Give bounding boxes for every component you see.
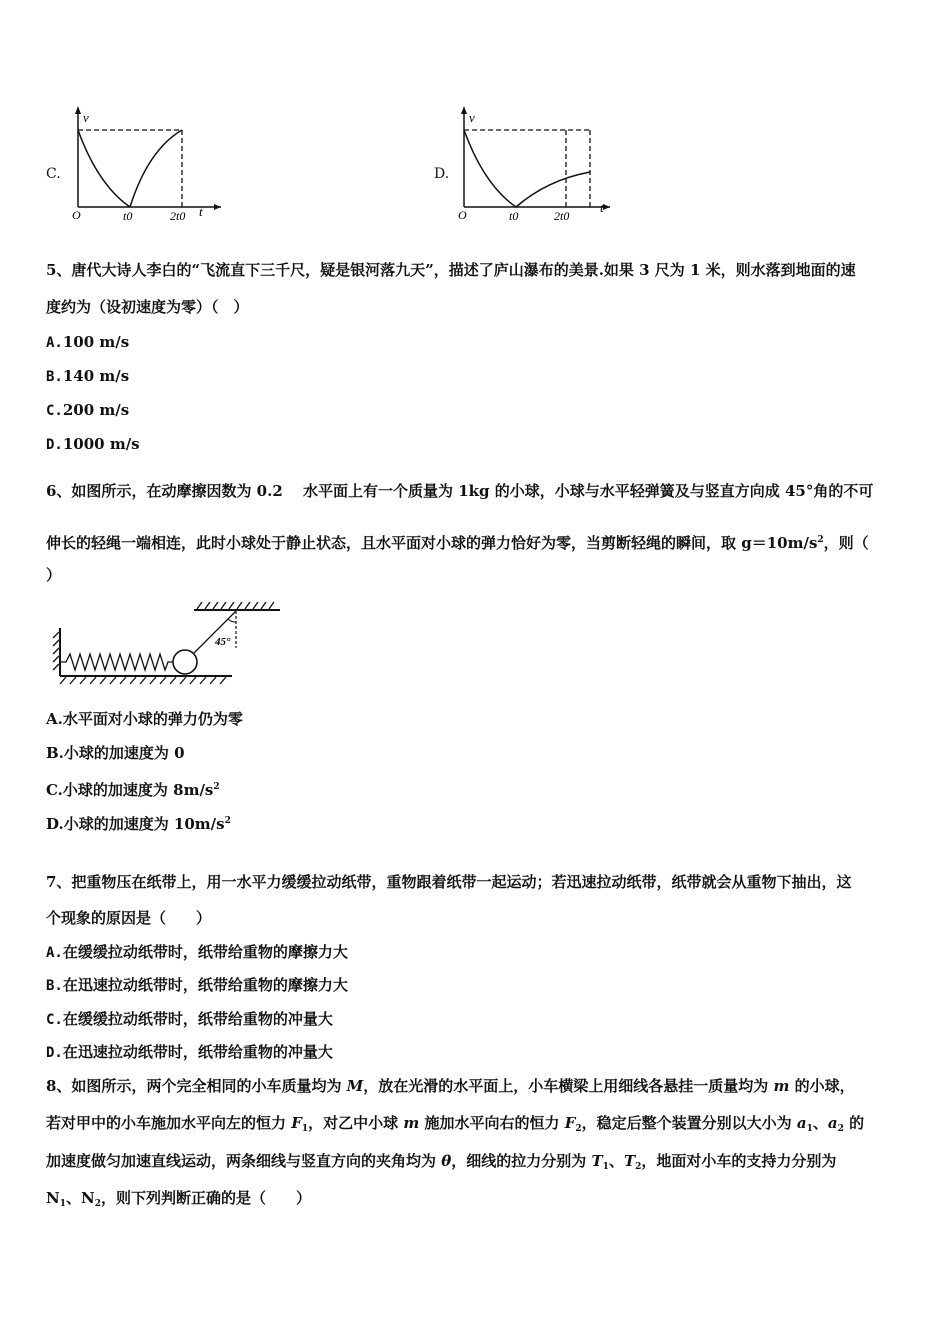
q5-option-d: [46, 434, 140, 455]
graph-d: [428, 100, 628, 225]
q8-var-T1: T: [591, 1152, 603, 1170]
q8-l2-text-1: 若对甲中的小车施加水平向左的恒力: [46, 1114, 292, 1132]
q7-option-c-label: C.: [46, 1012, 63, 1028]
q5-option-c: [46, 400, 129, 421]
q8-var-m2: m: [403, 1114, 420, 1132]
q5-option-a-label: A.: [46, 335, 63, 351]
q6-option-b-label: B.: [46, 744, 64, 762]
q8-l2-text-3: 施加水平向右的恒力: [419, 1114, 565, 1132]
q6-option-d: [46, 811, 231, 834]
q7-option-b: [46, 975, 348, 996]
q8-line1: [46, 1076, 855, 1096]
q8-l1-text-2: ，放在光滑的水平面上，小车横梁上用细线各悬挂一质量均为: [363, 1077, 774, 1095]
graph-d-plot: [452, 100, 622, 225]
q6-line2-text: 伸长的轻绳一端相连，此时小球处于静止状态，且水平面对小球的弹力恰好为零，当剪断轻绳的瞬间，取 g＝10m/s: [46, 534, 818, 552]
q8-sub-a1: 1: [806, 1124, 813, 1134]
q7-option-c-text: 在缓缓拉动纸带时，纸带给重物的冲量大: [62, 1010, 333, 1028]
graph-c-t-label: t: [199, 204, 203, 219]
q8-var-F1: F: [291, 1114, 302, 1132]
q7-option-d-label: D.: [46, 1045, 63, 1061]
q8-var-N1: N: [46, 1189, 60, 1207]
q6-option-c-sup: 2: [213, 782, 220, 792]
graph-c-plot: [66, 100, 231, 225]
q8-var-N2: N: [81, 1189, 95, 1207]
q8-var-m: m: [773, 1077, 790, 1095]
q6-line3: ）: [46, 566, 62, 584]
q6-option-a-text: 水平面对小球的弹力仍为零: [62, 710, 243, 728]
graph-c-v-label: v: [83, 110, 89, 125]
q7-option-c: [46, 1009, 333, 1030]
q8-var-a1: a: [796, 1114, 807, 1132]
q8-sub-F2: 2: [575, 1124, 582, 1134]
q7-option-a-text: 在缓缓拉动纸带时，纸带给重物的摩擦力大: [62, 943, 348, 961]
q5-option-b-label: B.: [46, 369, 63, 385]
q8-l4-text-1: 、: [65, 1189, 81, 1207]
q8-l1-text-1: 8、如图所示，两个完全相同的小车质量均为: [46, 1077, 347, 1095]
q8-line4: [46, 1188, 311, 1214]
q5-option-a-text: 100 m/s: [62, 333, 130, 351]
q6-line2-sup: 2: [817, 535, 824, 545]
q6-option-d-text: 小球的加速度为 10m/s: [63, 815, 225, 833]
q8-var-F2: F: [564, 1114, 576, 1132]
q5-line1: 5、唐代大诗人李白的“飞流直下三千尺，疑是银河落九天”，描述了庐山瀑布的美景.如果 3 尺为 1 米，则水落到地面的速: [46, 261, 856, 279]
q8-sub-F1: 1: [301, 1124, 309, 1134]
q8-l1-text-3: 的小球，: [789, 1077, 855, 1095]
q5-option-a: [46, 332, 129, 353]
q8-sub-a2: 2: [837, 1124, 844, 1134]
q5-option-b-text: 140 m/s: [62, 367, 130, 385]
q8-line2: [46, 1113, 864, 1139]
q8-l3-text-2: ，细线的拉力分别为: [451, 1152, 592, 1170]
q5-option-c-label: C.: [46, 403, 63, 419]
q8-l2-text-2: ，对乙中小球: [308, 1114, 404, 1132]
graph-c-origin: O: [72, 208, 81, 222]
graph-c-2t0: 2t0: [170, 209, 186, 223]
q6-line1: 6、如图所示，在动摩擦因数为 0.2 水平面上有一个质量为 1kg 的小球，小球与水平轻弹簧及与竖直方向成 45°角的不可: [46, 482, 874, 500]
q7-option-d: [46, 1042, 333, 1063]
q8-var-T2: T: [623, 1152, 636, 1170]
q6-option-c-label: C.: [46, 781, 63, 799]
q8-sub-N1: 1: [59, 1199, 66, 1209]
q8-var-M: M: [346, 1077, 364, 1095]
q6-option-b-text: 小球的加速度为 0: [63, 744, 185, 762]
graph-c: [40, 100, 220, 225]
q8-sub-T2: 2: [635, 1162, 642, 1172]
q5-option-d-text: 1000 m/s: [62, 435, 140, 453]
q7-option-b-label: B.: [46, 978, 63, 994]
q6-option-d-sup: 2: [224, 816, 231, 826]
graph-c-option-label: C.: [46, 166, 61, 182]
q8-l2-text-6: 的: [843, 1114, 865, 1132]
q6-option-d-label: D.: [46, 815, 64, 833]
q8-l2-text-4: ，稳定后整个装置分别以大小为: [581, 1114, 797, 1132]
q5-option-d-label: D.: [46, 437, 63, 453]
q8-sub-T1: 1: [602, 1162, 609, 1172]
q8-line3: [46, 1151, 836, 1177]
q8-l3-text-1: 加速度做匀加速直线运动，两条细线与竖直方向的夹角均为: [46, 1152, 442, 1170]
q6-option-a: [46, 709, 243, 729]
q8-l2-text-5: 、: [812, 1114, 828, 1132]
q8-l4-text-2: ，则下列判断正确的是（ ）: [100, 1189, 311, 1207]
q6-option-a-label: A.: [46, 710, 63, 728]
q5-option-b: [46, 366, 129, 387]
q6-option-c: [46, 777, 220, 800]
q8-l3-text-4: ，地面对小车的支持力分别为: [641, 1152, 837, 1170]
q8-sub-N2: 2: [94, 1199, 101, 1209]
graph-d-v-label: v: [469, 110, 475, 125]
graph-d-t0: t0: [509, 209, 519, 223]
graph-d-2t0: 2t0: [554, 209, 570, 223]
q8-var-a2: a: [827, 1114, 838, 1132]
q7-option-d-text: 在迅速拉动纸带时，纸带给重物的冲量大: [62, 1043, 333, 1061]
graph-d-t-label: t: [600, 200, 604, 215]
q6-line2: [46, 530, 869, 553]
q7-option-b-text: 在迅速拉动纸带时，纸带给重物的摩擦力大: [62, 976, 348, 994]
q6-option-b: [46, 743, 185, 763]
graph-d-origin: O: [458, 208, 467, 222]
q5-option-c-text: 200 m/s: [62, 401, 130, 419]
q7-line1: 7、把重物压在纸带上，用一水平力缓缓拉动纸带，重物跟着纸带一起运动；若迅速拉动纸带，纸带就会从重物下抽出，这: [46, 873, 852, 891]
q6-option-c-text: 小球的加速度为 8m/s: [62, 781, 214, 799]
q6-angle-label: 45°: [215, 636, 231, 648]
q6-line2-end: ，则（: [823, 534, 869, 552]
q8-l3-text-3: 、: [608, 1152, 624, 1170]
q7-option-a: [46, 942, 348, 963]
q7-line2: 个现象的原因是（ ）: [46, 909, 212, 927]
q8-var-theta: θ: [441, 1152, 452, 1170]
q7-option-a-label: A.: [46, 945, 63, 961]
graph-c-t0: t0: [123, 209, 133, 223]
q5-line2: 度约为（设初速度为零）（ ）: [46, 298, 249, 316]
q6-spring-ball-figure: [44, 598, 288, 694]
graph-d-option-label: D.: [434, 166, 450, 182]
